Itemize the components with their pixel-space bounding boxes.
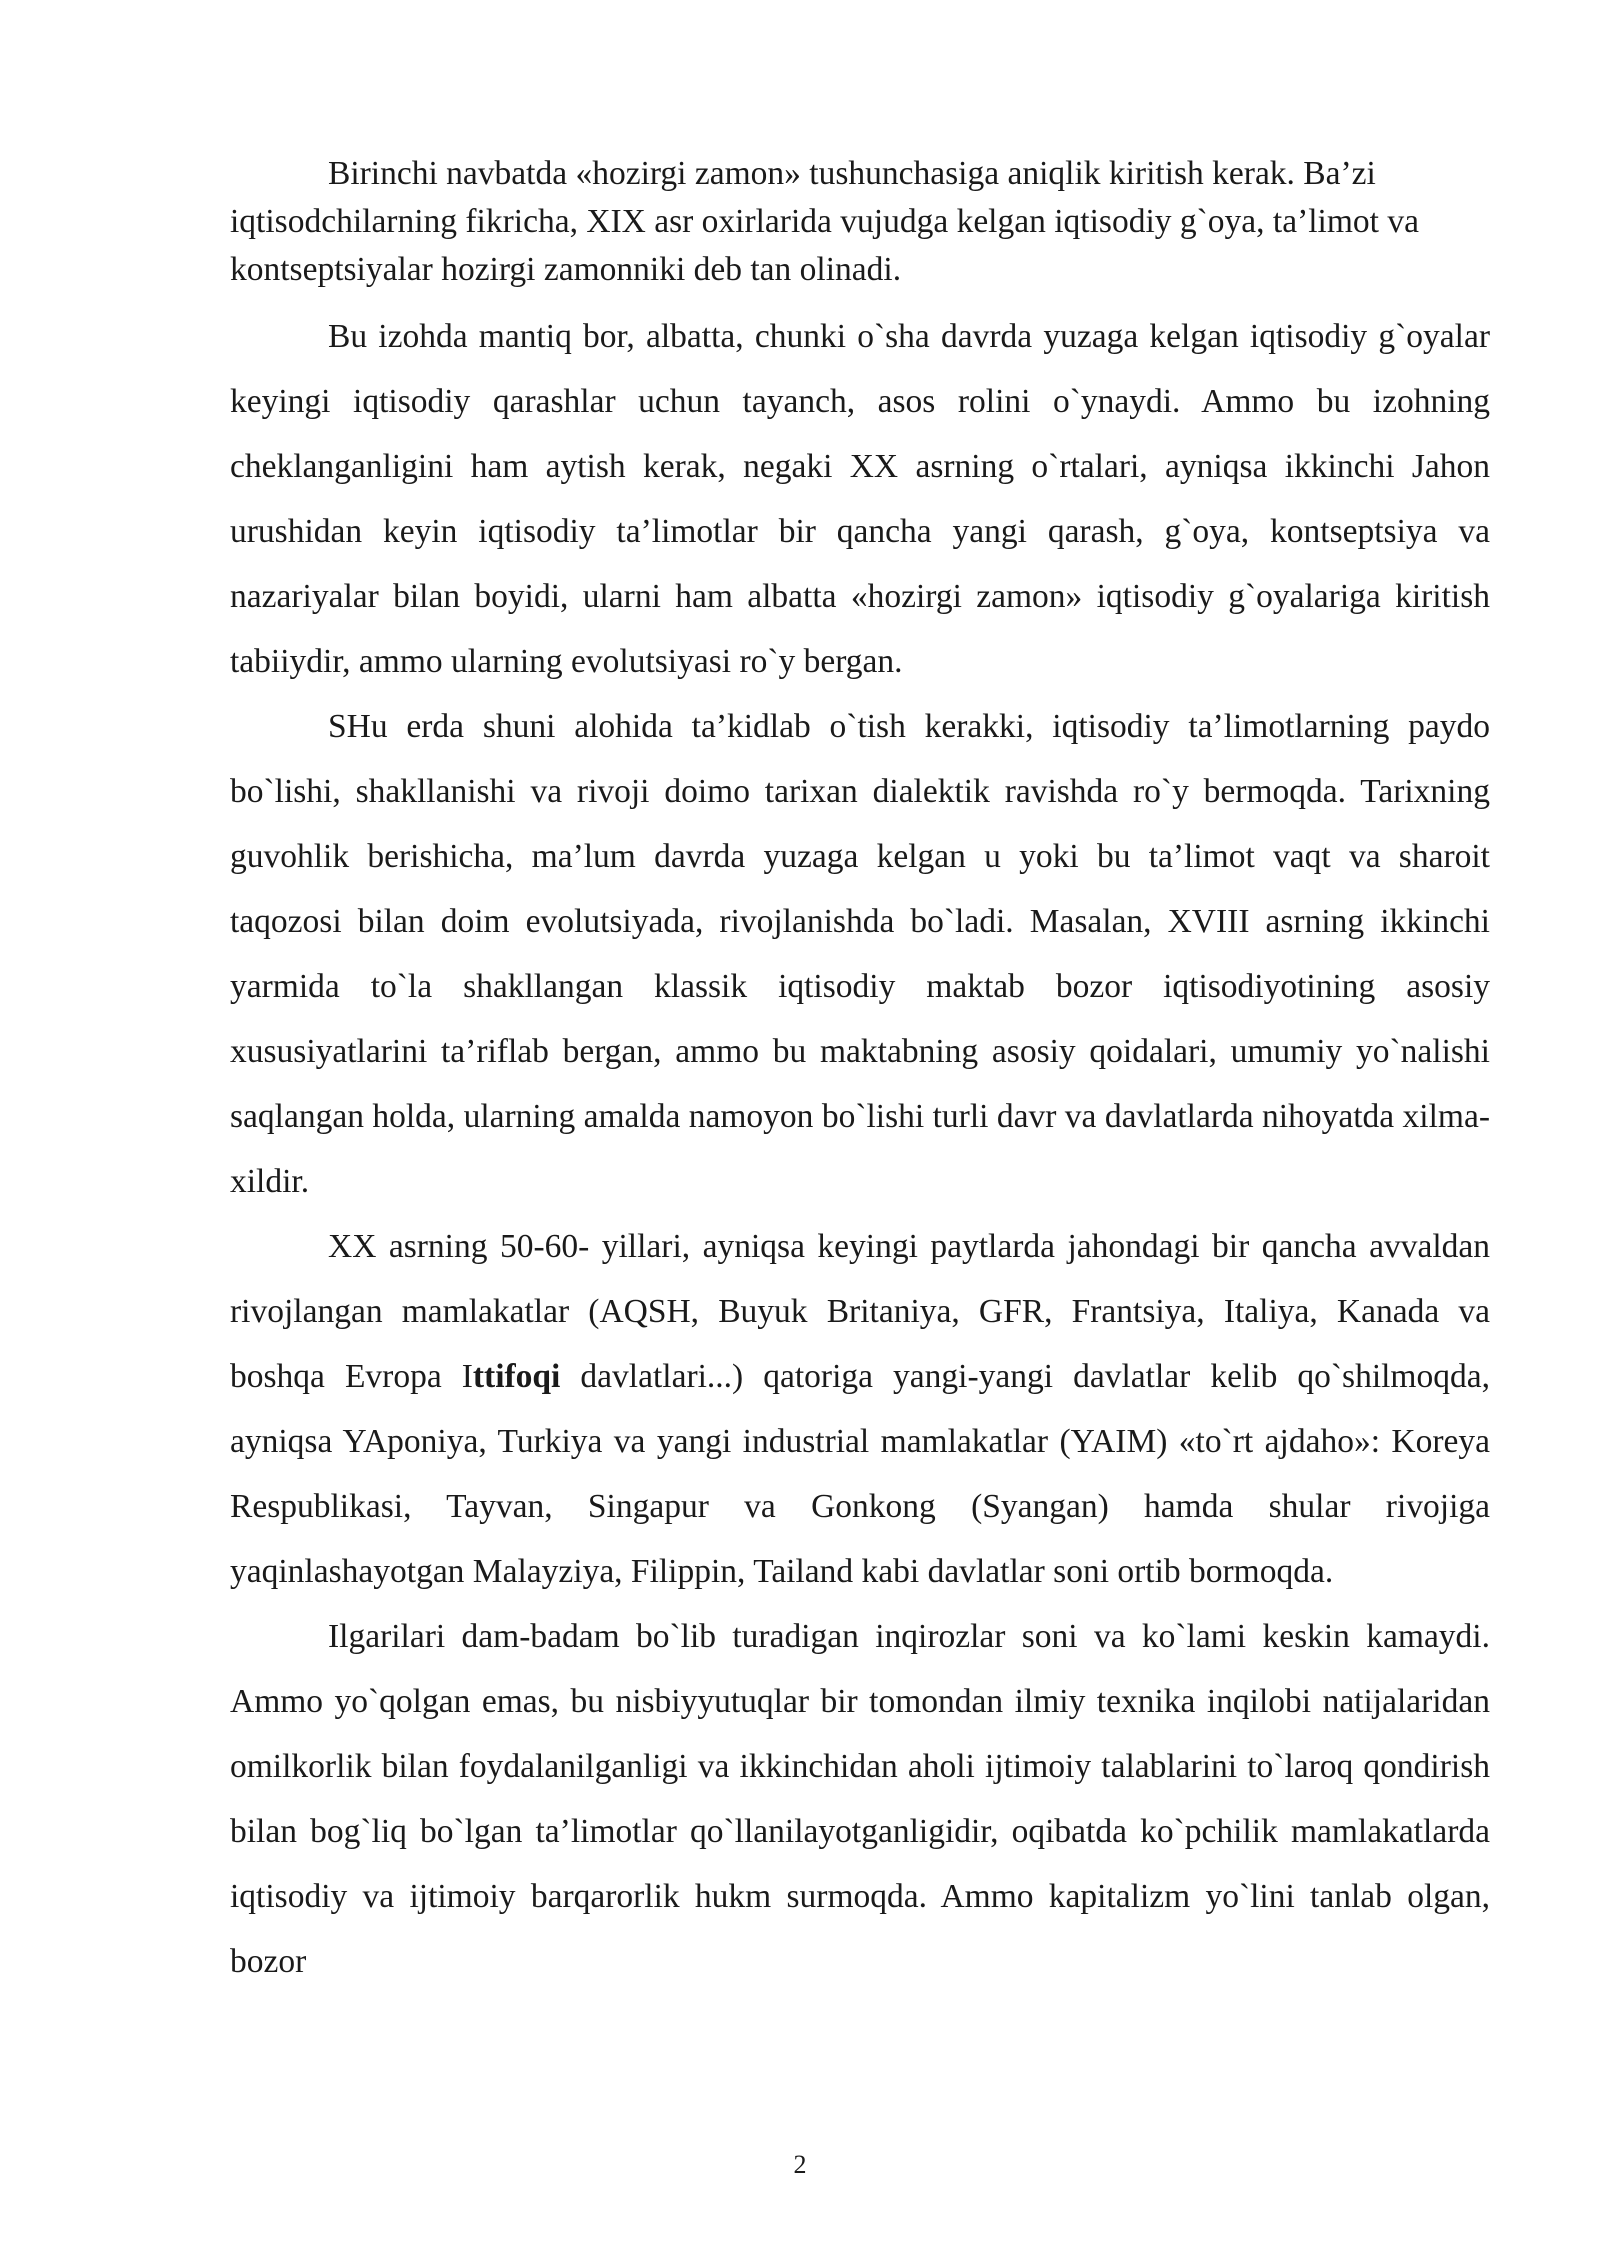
- paragraph-5: Ilgarilari dam-badam bo`lib turadigan inqirozlar soni va ko`lami keskin kamaydi. Ammo yo`qolgan emas, bu nisbiyyutuqlar bir tomondan ilmiy texnika inqilobi natijalaridan omilkorlik bilan foydalanilganligi va ikkinchidan aholi ijtimoiy talablarini to`laroq qondirish bilan bog`liq bo`lgan ta’limotlar qo`llanilayotganligidir, oqibatda ko`pchilik mamlakatlarda iqtisodiy va ijtimoiy barqarorlik hukm surmoqda. Ammo kapitalizm yo`lini tanlab olgan, bozor: [230, 1618, 1490, 1980]
- paragraph-4-text-after: davlatlari...) qatoriga yangi-yangi davlatlar kelib qo`shilmoqda, ayniqsa YAponiya, Turkiya va yangi industrial mamlakatlar (YAIM) «to`rt ajdaho»: Koreya Respublikasi, Tayvan, Singapur va Gonkong (Syangan) hamda shular rivojiga yaqinlashayotgan Malayziya, Filippin, Tailand kabi davlatlar soni ortib bormoqda.: [230, 1358, 1490, 1590]
- paragraph-2: Bu izohda mantiq bor, albatta, chunki o`sha davrda yuzaga kelgan iqtisodiy g`oyalar keyingi iqtisodiy qarashlar uchun tayanch, asos rolini o`ynaydi. Ammo bu izohning cheklanganligini ham aytish kerak, negaki XX asrning o`rtalari, ayniqsa ikkinchi Jahon urushidan keyin iqtisodiy ta’limotlar bir qancha yangi qarash, g`oya, kontseptsiya va nazariyalar bilan boyidi, ularni ham albatta «hozirgi zamon» iqtisodiy g`oyalariga kiritish tabiiydir, ammo ularning evolutsiyasi ro`y bergan.: [230, 318, 1490, 680]
- paragraph-4-bold-text: ttifoqi: [472, 1358, 561, 1395]
- page-number: 2: [793, 2150, 807, 2179]
- paragraph-4-text-before: XX asrning 50-60- yillari, ayniqsa keyingi paytlarda jahondagi bir qancha avvaldan rivojlangan mamlakatlar (AQSH, Buyuk Britaniya, GFR, Frantsiya, Italiya, Kanada va boshqa Evropa I: [230, 1228, 1490, 1395]
- paragraph-4: [230, 1214, 1490, 1604]
- document-page: [230, 150, 1490, 1994]
- paragraph-1: Birinchi navbatda «hozirgi zamon» tushunchasiga aniqlik kiritish kerak. Ba’zi iqtisodchilarning fikricha, XIX asr oxirlarida vujudga kelgan iqtisodiy g`oya, ta’limot va kontseptsiyalar hozirgi zamonniki deb tan olinadi.: [230, 155, 1419, 288]
- paragraph-3: SHu erda shuni alohida ta’kidlab o`tish kerakki, iqtisodiy ta’limotlarning paydo bo`lishi, shakllanishi va rivoji doimo tarixan dialektik ravishda ro`y bermoqda. Tarixning guvohlik berishicha, ma’lum davrda yuzaga kelgan u yoki bu ta’limot vaqt va sharoit taqozosi bilan doim evolutsiyada, rivojlanishda bo`ladi. Masalan, XVIII asrning ikkinchi yarmida to`la shakllangan klassik iqtisodiy maktab bozor iqtisodiyotining asosiy xususiyatlarini ta’riflab bergan, ammo bu maktabning asosiy qoidalari, umumiy yo`nalishi saqlangan holda, ularning amalda namoyon bo`lishi turli davr va davlatlarda nihoyatda xilma-xildir.: [230, 708, 1490, 1200]
